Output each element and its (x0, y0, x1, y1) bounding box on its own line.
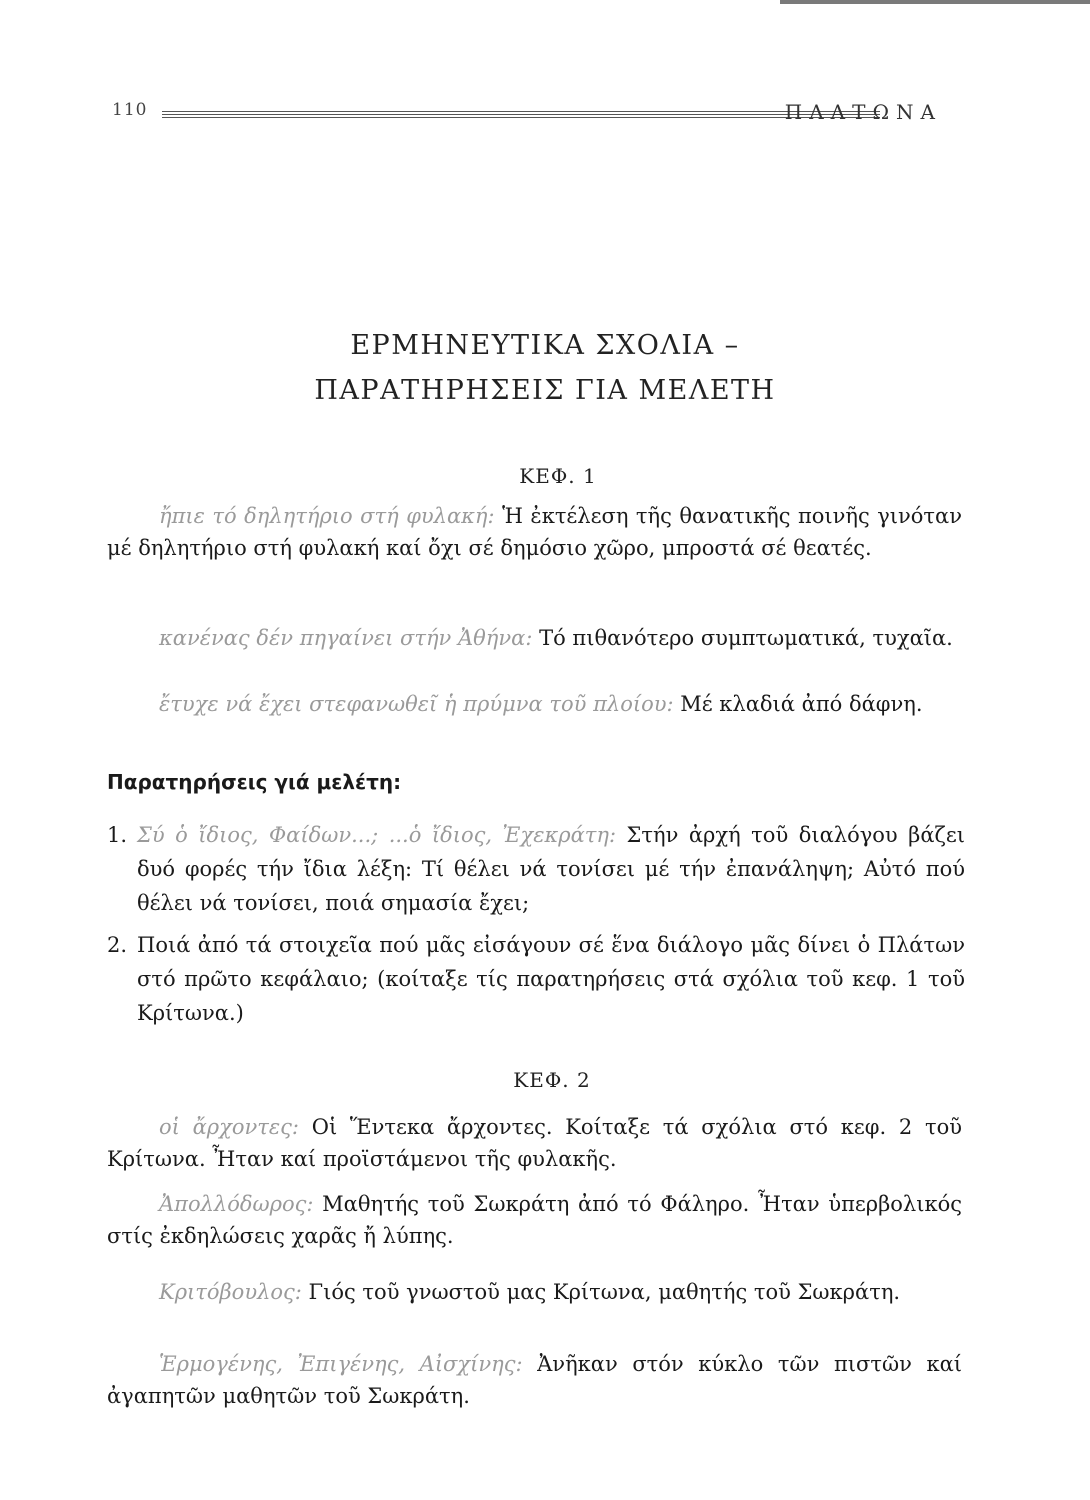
study-question (107, 928, 965, 1030)
note-lemma: Κριτόβουλος: (159, 1280, 302, 1304)
question-number: 2. (107, 933, 128, 957)
question-lemma: Σύ ὁ ἴδιος, Φαίδων...; ...ὁ ἴδιος, Ἐχεκράτη: (137, 823, 617, 847)
question-number: 1. (107, 823, 128, 847)
question-body (137, 928, 965, 1030)
question-text: Ποιά ἀπό τά στοιχεῖα πού μᾶς εἰσάγουν σέ ἕνα διάλογο μᾶς δίνει ὁ Πλάτων στό πρῶτο κεφάλαιο; (κοίταξε τίς παρατηρήσεις στά σχόλια τοῦ κεφ. 1 τοῦ Κρίτωνα.) (137, 933, 965, 1025)
page-title-line-1: ΕΡΜΗΝΕΥΤΙΚΑ ΣΧΟΛΙΑ – (350, 330, 740, 361)
chapter-1-heading: ΚΕΦ. 1 (519, 464, 597, 488)
chapter-1-note (107, 500, 962, 564)
chapter-1-note (107, 688, 962, 720)
note-lemma: Ἑρμογένης, Ἐπιγένης, Αἰσχίνης: (159, 1352, 523, 1376)
chapter-1-note (107, 622, 962, 654)
running-title: ΠΛΑΤΩΝΑ (784, 100, 942, 124)
note-lemma: ἤπιε τό δηλητήριο στή φυλακή: (159, 504, 495, 528)
note-text: Γιός τοῦ γνωστοῦ μας Κρίτωνα, μαθητής τοῦ Σωκράτη. (301, 1280, 901, 1304)
study-notes-heading: Παρατηρήσεις γιά μελέτη: (107, 770, 402, 794)
question-text: Στήν ἀρχή τοῦ διαλόγου βάζει δυό φορές τήν ἴδια λέξη: Τί θέλει νά τονίσει μέ τήν ἐπανάληψη; Αὐτό πού θέλει νά τονίσει, ποιά σημασία ἔχει; (137, 823, 965, 915)
note-lemma: Ἀπολλόδωρος: (159, 1192, 314, 1216)
header-rule (162, 111, 880, 119)
chapter-2-heading: ΚΕΦ. 2 (513, 1068, 591, 1092)
study-question (107, 818, 965, 920)
note-text: Ἡ ἐκτέλεση τῆς θανατικῆς ποινῆς γινόταν μέ δηλητήριο στή φυλακή καί ὄχι σέ δημόσιο χῶρο, μπροστά σέ θεατές. (107, 504, 962, 560)
note-lemma: ἔτυχε νά ἔχει στεφανωθεῖ ἡ πρύμνα τοῦ πλοίου: (159, 692, 674, 716)
chapter-2-note (107, 1348, 962, 1412)
note-text: Τό πιθανότερο συμπτωματικά, τυχαῖα. (532, 626, 953, 650)
scan-edge-line (780, 0, 1090, 4)
page-title-line-2: ΠΑΡΑΤΗΡΗΣΕΙΣ ΓΙΑ ΜΕΛΕΤΗ (314, 375, 776, 406)
note-text: Οἱ Ἕντεκα ἄρχοντες. Κοίταξε τά σχόλια στό κεφ. 2 τοῦ Κρίτωνα. Ἦταν καί προϊστάμενοι τῆς φυλακῆς. (107, 1115, 963, 1171)
chapter-2-note (107, 1188, 962, 1252)
chapter-2-note (107, 1111, 962, 1175)
note-lemma: κανένας δέν πηγαίνει στήν Ἀθήνα: (159, 626, 533, 650)
note-text: Μέ κλαδιά ἀπό δάφνη. (673, 692, 923, 716)
question-body (137, 818, 965, 920)
note-text: Ἀνῆκαν στόν κύκλο τῶν πιστῶν καί ἀγαπητῶν μαθητῶν τοῦ Σωκράτη. (107, 1352, 962, 1408)
running-header (112, 100, 942, 132)
chapter-2-note (107, 1276, 962, 1308)
page-number: 110 (112, 100, 148, 120)
note-lemma: οἱ ἄρχοντες: (159, 1115, 299, 1139)
note-text: Μαθητής τοῦ Σωκράτη ἀπό τό Φάληρο. Ἦταν ὑπερβολικός στίς ἐκδηλώσεις χαρᾶς ἤ λύπης. (107, 1192, 962, 1248)
